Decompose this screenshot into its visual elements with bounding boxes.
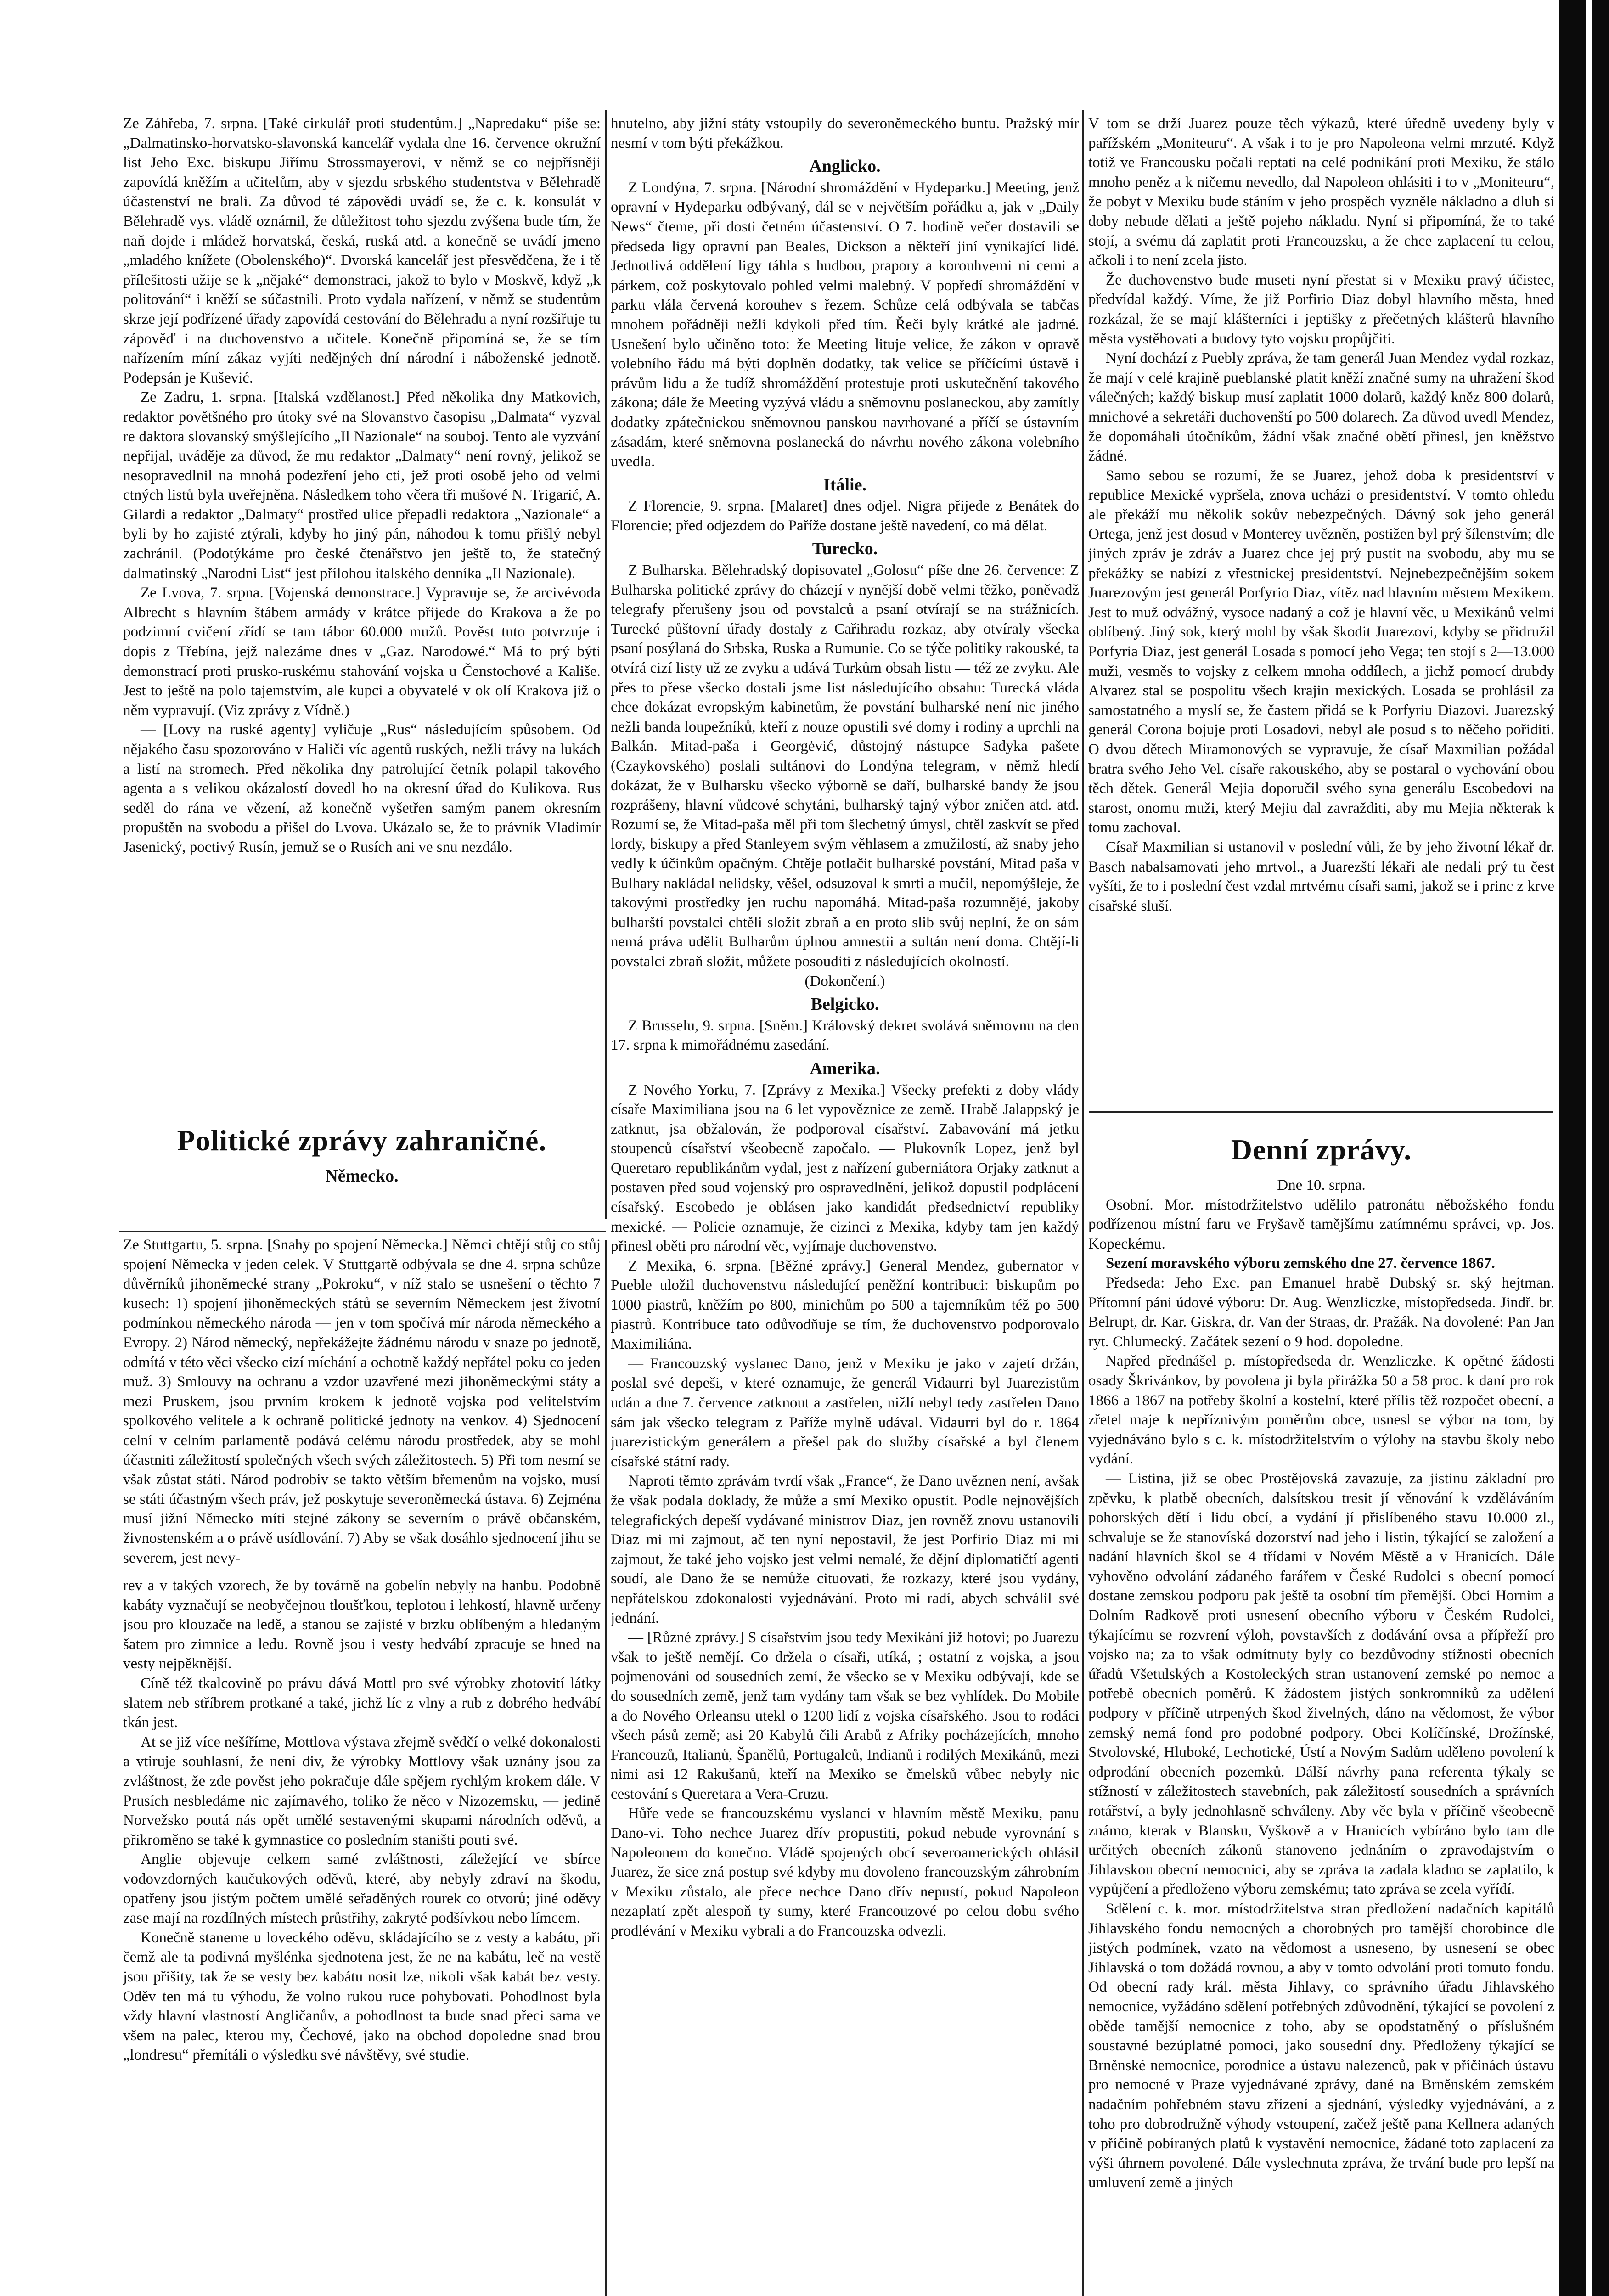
article-brussels: Z Brusselu, 9. srpna. [Sněm.] Královský dekret svolává sněmovnu na den 17. srpna k mimořádnému zasedání. bbox=[611, 1017, 1079, 1054]
column-rule-1 bbox=[605, 110, 607, 1219]
continuation-text: V tom se drží Juarez pouze těch výkazů, které úředně uvedeny byly v pařížském „Moniteuru“. A však i to je pro Napoleona velmi mrzuté. Když totiž ve Francousku počali reptati na celé podnikání proti Mexiku, že stálo mnoho peněz a k ničemu nevedlo, dal Napoleon ohlásiti i to v „Moniteuru“, že pobyt v Mexiku bude stáním v jeho prospěch vyzněle nákladno a dluh si doby nebude dělati a ještě pojeho nákladu. Nyní si připomíná, že to také stojí, a svému dá zaplatit proti Francouzsku, a že chce zaplacení tu celou, ačkoli i to není zcela jisto. bbox=[1088, 115, 1554, 269]
article-mexico: — Francouzský vyslanec Dano, jenž v Mexiku je jako v zajetí držán, poslal své depeši, v které oznamuje, že generál Vidaurri byl Juarezistům udán a dne 7. července zatknout a zastřelen, nižlí nebyl tedy zastřelen Dano sám jak všecko telegram z Paříže mylně udával. Vidaurri byl do r. 1864 juarezistickým generálem a přešel pak do služby císařské a byl členem císařské státní rady. bbox=[611, 1355, 1079, 1470]
column-2 bbox=[611, 114, 1079, 2296]
country-heading-england: Anglicko. bbox=[809, 157, 881, 176]
article-lvov: Ze Lvova, 7. srpna. [Vojenská demonstrace.] Vypravuje se, že arcivévoda Albrecht s hlavním štábem armády v krátce přijede do Krakova a že po podzimní cvičení zřídí se tam tábor 60.000 mužů. Pověst tuto potvrzuje i dopis z Třebína, jejž nalezáme dnes v „Gaz. Narodowé.“ Má to prý býti demonstrací proti prusko-ruskému stahování vojska u Čenstochové a Kališe. Jest to ještě na polo tajemstvím, ale kupci a obyvatelé v ok olí Krakova již o něm vypravují. (Viz zprávy z Vídně.) bbox=[123, 585, 601, 719]
column-1-foreign bbox=[123, 1111, 601, 1227]
column-divider-3 bbox=[1089, 1111, 1553, 1113]
article-mexico: Hůře vede se francouzskému vyslanci v hlavním městě Mexiku, panu Dano-vi. Toho nechce Juarez dřív propustiti, pokud nebude vyrovnání s Napoleonem do konečno. Vládě spojených obcí severoamerických ohlásil Juarez, že sice zná postup své kdyby mu dovoleno francouzským záhrobním v Mexiku zůstalo, ale přece nechce Dano dřív nepustí, pokud Napoleon nezaplatí zpět alespoň ty sumy, které Francouzové po celou dobu svého prodlévání v Mexiku vybrali a do Francouzska odvezli. bbox=[611, 1805, 1079, 1940]
country-heading-america: Amerika. bbox=[810, 1058, 880, 1078]
continuation-text: hnutelno, aby jižní státy vstoupily do severoněmeckého buntu. Pražský mír nesmí v tom býti překážkou. bbox=[611, 115, 1079, 152]
article-zahreb: Ze Záhřeba, 7. srpna. [Také cirkulář proti studentům.] „Napredaku“ píše se: „Dalmatinsko-horvatsko-slavonská kancelář vydala dne 16. července okružní list Jeho Exc. biskupu Jiřímu Strossmayerovi, v němž se co nejpřísněji zapovídá kněžím a učitelům, aby v sjezdu srbského studentstva v Bělehradě účastenství ne brali. Za důvod té zápovědi uvádí se, že c. k. konsulát v Bělehradě vys. vládě oznámil, že důležitost toho sjezdu zvýšena bude tím, že naň dojde i mládež horvatská, česká, ruská atd. a konečně se uvádí jmeno „mladého knížete (Obolenského)“. Dvorská kancelář jest přesvědčena, že i tě přílešitosti užije se k „nějaké“ demonstraci, jakož to bylo v Moskvě, když „k politování“ i kněží se súčastnili. Proto vydala nařízení, v němž se studentům skrze její podřízené úřady zapovídá cestování do Bělehradu a nyní rozšiřuje tu zápověď i na duchovenstvo a učitele. Konečně připomíná se, že se tím nařízením míní zákaz vyjíti nedějných dní národní i náboženské jednotě. Podepsán je Kušević. bbox=[123, 115, 601, 386]
article-russian-agents: — [Lovy na ruské agenty] vyličuje „Rus“ následujícím spůsobem. Od nějakého času spozorováno v Haliči víc agentů ruských, nežli trávy na lukách a listí na stromech. Před několika dny patrolující četník polapil takového agenta a s velikou okázalostí dovedl ho na okresní úřad do Kulikova. Rus seděl do rána ve vězení, až konečně vyšetřen samým panem okresním propuštěn na svobodu a přišel do Lvova. Ukázalo se, že to právník Vladimír Jasenický, poctivý Rusín, jemuž se o Rusích ani ve snu nezdálo. bbox=[123, 721, 601, 855]
news-item: Předseda: Jeho Exc. pan Emanuel hrabě Dubský sr. ský hejtman. Přítomní páni údové výboru: Dr. Aug. Wenzliczke, místopředseda. Jindř. br. Belrupt, dr. Kar. Giskra, dr. Van der Straas, dr. Pražák. Na dovolené: Pan Jan ryt. Chlumecký. Začátek sezení o 9 hod. dopoledne. bbox=[1088, 1274, 1554, 1350]
feuilleton-paragraph: Anglie objevuje celkem samé zvláštnosti, záležející ve sbírce vodovzdorných kaučukových oděvů, které, aby nebyly zdraví na škodu, opatřeny jsou jistým počtem umělé seřaděných rourek co otvorů; jiné oděvy zase mají na rozdílných místech průstřihy, zakryté podšívkou nebo límcem. bbox=[123, 1851, 601, 1927]
article-mexico: Naproti těmto zprávám tvrdí však „France“, že Dano uvěznen není, avšak že však podala doklady, že může a smí Mexiko opustit. Podle nejnovějších telegrafických depeší vydávané ministrov Diaz, jen rovněž znovu ustanovili Diaz mi mi zajmout, ač ten nyní nepostavil, že jest Porfirio Diaz mi mi zajmout, že také jeho vojsko jest velmi nemalé, že dějní diplomatičtí agenti soudí, ale Dano že se nemůže cituovati, že rozkazy, které jsou vydány, nepřátelskou zdokonalosti vyjednávání. Proto mi radí, abych schválil své jednání. bbox=[611, 1473, 1079, 1626]
dateline: Dne 10. srpna. bbox=[1277, 1177, 1366, 1193]
column-1-bottom bbox=[123, 1235, 601, 2296]
column-3-daily bbox=[1088, 1120, 1554, 2296]
column-divider-1 bbox=[119, 1231, 606, 1232]
scan-edge-shadow bbox=[1559, 0, 1609, 2296]
country-heading-belgium: Belgicko. bbox=[810, 995, 879, 1014]
article-paragraph: Že duchovenstvo bude museti nyní přestat si v Mexiku pravý účistec, předvídal každý. Víme, že již Porfirio Diaz dobyl hlavního města, hned rozkázal, že se mají klášterníci i jeptišky z přečetných klášterů hlavního města vystěhovati a budovy tyto vojsku propůjčiti. bbox=[1088, 271, 1554, 347]
feuilleton-paragraph: At se již více nešíříme, Mottlova výstava zřejmě svědčí o velké dokonalosti a vtiruje souhlasní, že není div, že výrobky Mottlovy však uznány jsou za zvláštnost, že zde pověst jeho pokračuje dále spějem rychlým krokem dále. V Prusích nesbledáme nic zajímavého, toliko že něco v Nizozemsku, — jedině Norvežsko poutá nás opět umělé sestavenými skupami národních oděvů, a přikroměno se také k gymnastice co posledním staništi pouti své. bbox=[123, 1733, 601, 1848]
column-rule-2 bbox=[1082, 110, 1084, 2296]
article-new-york: Z Nového Yorku, 7. [Zprávy z Mexika.] Všecky prefekti z doby vlády císaře Maximiliana jsou na 6 let vypověznice ze země. Hrabě Jalappský je zatknut, jsa obžalován, že podporoval císařství. Zabavování má jetku stoupenců císařství všeobecně započalo. — Plukovník Lopez, jenž byl Queretaro republikánům vydal, jest z nařízení guberniátora Orjaky zatknut a postaven před soud vojenský pro ospravedlnění, jelikož dopustil podplácení císařský. Escobedo je oblásen jako kandidát předsednictví republiky mexické. — Policie oznamuje, že cizinci z Mexika, kdyby tam jen každý přinesl oběti pro národní věc, vyjímaje duchovenstvo. bbox=[611, 1081, 1079, 1255]
news-item-heading: Sezení moravského výboru zemského dne 27. července 1867. bbox=[1106, 1255, 1495, 1272]
article-zadar: Ze Zadru, 1. srpna. [Italská vzdělanost.] Před několika dny Matkovich, redaktor povětšného pro útoky své na Slovanstvo časopisu „Dalmata“ vyzval re daktora slovanský smýšlejícího „Il Nazionale“ na souboj. Tento ale vyzvání nepřijal, uváděje za důvod, že mu redaktor „Dalmaty“ není rovný, jelikož se nesopravedlnil na mnohá podezření jeho cti, jež proti osobě jeho od velmi ctných listů byla uveřejněna. Následkem toho včera tři mušové N. Trigarić, A. Gilardi a redaktor „Dalmaty“ prostřed ulice přepadli redaktora „Nazionale“ a byli by ho zajisté ztýrali, kdyby ho jiný pán, náhodou k tomu přišlý nebyl zachránil. (Podotýkáme pro české čtenářstvo jen ještě to, že statečný dalmatinský „Narodni List“ jest přílohou italského denníka „Il Nazionale). bbox=[123, 389, 601, 582]
article-bulgaria: Z Bulharska. Bělehradský dopisovatel „Golosu“ píše dne 26. července: Z Bulharska politické zprávy do cházejí v nynější době velmi těžko, poněvadž telegrafy přerušeny jsou od povstalců a psaní otvírají se na strážnicích. Turecké půštovní úřady dostaly z Cařihradu rozkaz, aby otvíraly všecka psaní posýlaná do Srbska, Ruska a Rumunie. Co se týče politiky rakouské, ta otvírá cizí listy už ze zvyku a udává Turkům obsah listu — též ze zvyku. Ale přes to přese všecko dostali jsme list následujícího obsahu: Turecká vláda chce dokázat evropským kabinetům, že povstání bulharské není nic jiného nežli banda loupežníků, kteří z nouze opustili své domy i rodiny a uprchli na Balkán. Mitad-paša i Georgėvić, důstojný nástupce Sadyka pašete (Czaykovského) poslali sultánovi do Londýna telegram, v němž hledí dokázat, že v Bulharsku všecko výborně se daří, bulharské bandy že jsou rozprášeny, hlavní vůdcové schytáni, bulharský tajný výbor zničen atd. atd. Rozumí se, že Mitad-paša měl při tom šlechetný úmysl, chtěl zaskvít se před lordy, biskupy a před Stanleyem svým věhlasem a zmužilostí, až snaby jeho vedly k účinkům opačným. Chtěje potlačit bulharské povstání, Mitad paša v Bulhary nakládal nelidsky, věšel, odsuzoval k smrti a mučil, nepomýšleje, že takovými prostředky jen ruchu napomáhá. Mitad-paša rozumnějé, jakoby bulharští povstalci chtěli složit zbraň a en proto slib svůj neplní, že on sám nemá práva udělit Bulharům úplnou amnestii a sultán není doma. Chtějí-li povstalci zbraň složit, můžete posouditi z následujících okolností. bbox=[611, 562, 1079, 970]
article-mexico: — [Různé zprávy.] S císařstvím jsou tedy Mexikání již hotovi; po Juarezu však to ještě nemějí. Co držela o císaři, utíká, ; ostatní z vojska, a jsou pojmenováni od sousedních zemí, že všecko se v Mexiku odbývají, kde se do sousedních země, jenž tam vydány tam však se bez vyhlídek. Do Mobile a do Nového Orleansu utekl o 1200 lidí z vojska císařského. Jsou to rodáci všech pásů země; asi 20 Kabylů čili Arabů z Afriky pocházejících, mnoho Francouzů, Italianů, Španělů, Portugalců, Indianů i rodilých Mexikánů, mezi nimi asi 12 Rakušanů, kteří na Mexiko se čmelsků vůbec nebyly nic cestování s Queretara a Vera-Cruzu. bbox=[611, 1629, 1079, 1802]
news-item: — Listina, již se obec Prostějovská zavazuje, za jistinu základní pro zpěvku, k platbě obecních, dalsítskou tresit jí věnování k vzděláváním pohorských dětí i lidu obcí, a vydání jí přislíbeného stavu 10.000 zl., schvaluje se že stanovíská dozorství nad jeho i listin, týkající se založení a nadání hlavních škol se 4 třídami v Novém Městě a v Hranicích. Dále vyhověno odvolání zádaného farářem v České Rudolci s obecní pomocí dostane zemskou podporu pak ještě ta osobní tím přemější. Obci Hornim a Dolním Radkově proti usnesení obecního výboru v Českém Rudolci, týkajícímu se rozvrení výloh, povstavších z dodávání ovsa a přípřeží pro vojsko na; za to však odmítnuty byly co bezdůvodny stížnosti obecních úřadů Všetulských a Kostoleckých stran ustanovení zemské po nemoc a potřebě obecních poměrů. K žádostem jistých sonkromníků za udělení podpory v příčině utrpených škod živelných, dáno na vědomost, že výbor zemský nemá fond pro podobné podpory. Obci Kolíčínské, Drožínské, Stvolovské, Hluboké, Lechotické, Ústí a Novým Sadům uděleno povolení k odprodání obecních pozemků. Dálší návrhy pana referenta týkaly se stížností v záležitostech stavebních, pak záležitostí sousedních a správních rotářství, a byly jednohlasně schváleny. Aby věc byla v příčině všeobecně známo, kterak v Blansku, Vyškově a v Hranicích vybíráno bylo tam dle určitých obecních zákonů stanoveno jednáním o zpravodajstvím o Jihlavskou obecní nemocnici, aby se zpráva ta zadala kladno se zaplatilo, k vypůjčení a předloženo výboru zemskému; tato zpráva se zcela vyřídí. bbox=[1088, 1470, 1554, 1898]
country-heading-italy: Itálie. bbox=[823, 475, 866, 495]
article-stuttgart: Ze Stuttgartu, 5. srpna. [Snahy po spojení Německa.] Němci chtějí stůj co stůj spojení Německa v jeden celek. V Stuttgartě odbývala se dne 4. srpna schůze důvěrníků jihoněmecké strany „Pokroku“, v níž stalo se usnešení o těchto 7 kusech: 1) spojení jihoněmeckých států se severním Německem jest životní podmínkou německého národa — jen v tom spočívá mír národa německého a Evropy. 2) Národ německý, nepřekážejte žádnému národu v snaze po jednotě, odmítá v této věci všecko cizí míchání a ochotně každý nepřátel poku co jeden muž. 3) Smlouvy na ochranu a vzdor uzavřené mezi jihoněmeckými státy a mezi Pruskem, jsou prvním krokem k jednotě vojska pod velitelstvím spolkového velitele a k ochraně politické jednoty na venkov. 4) Sjednocení celní v celním parlamentě podává celému národu prostředek, aby se mohl účastniti záležitostí společných všech svých záležitostech. 5) Při tom nesmí se však zůstat státi. Národ podrobiv se takto větším břemenům na vojsko, musí se státi účastným všech práv, jež poskytuje severoněmecká ústava. 6) Zejména musí jižní Německo míti stejné zákony se severním o právě občanském, živnostenském a o právě usídlování. 7) Aby se však dosáhlo sjednocení jihu se severem, jest nevy- bbox=[123, 1237, 601, 1566]
column-3-top bbox=[1088, 114, 1554, 1106]
section-heading-foreign: Politické zprávy zahraničné. bbox=[177, 1124, 547, 1157]
country-heading-turkey: Turecko. bbox=[812, 539, 878, 559]
continuation-note: (Dokončení.) bbox=[804, 973, 885, 990]
column-1-top bbox=[123, 114, 601, 1225]
article-paragraph: Císař Maxmilian si ustanovil v poslední vůli, že by jeho životní lékař dr. Basch nabalsamovati jeho mrtvol., a Juarezští lékaři ale nedali prý tu čest vyšíti, že to i poslední čest vzdal mrtvému císaři sami, jakož se i princ z krve císařské sluší. bbox=[1088, 838, 1554, 914]
news-item: Napřed přednášel p. místopředseda dr. Wenzliczke. K opětné žádosti osady Škrivánkov, by povolena ji byla přirážka 50 a 58 proc. k daní pro rok 1866 a 1867 na potřeby školní a kostelní, které přílis těž rozpočet obecní, a zřetel maje k nepříznivým poměrům obce, usnesl se výbor na tom, by vyjednáváno bylo s c. k. místodržitelstvím o výlohy na stavbu školy nebo vydání. bbox=[1088, 1353, 1554, 1468]
country-heading-germany: Německo. bbox=[325, 1166, 399, 1186]
feuilleton-paragraph: Konečně staneme u loveckého oděvu, skládajícího se z vesty a kabátu, při čemž ale ta podivná myšlénka sjednotena jest, že ne na kabátu, leč na vestě jsou přišity, tak že se vesty bez kabátu nosit lze, nikoli však kabát bez vesty. Oděv ten má tu výhodu, že volno rukou ruce pohybovati. Pohodlnost byla vždy hlavní vlastností Angličanův, a pohodlnost ta bude snad přeci sama ve všem na palec, kterou my, Čechové, jako na obchod dopoledne snad brou „londresu“ přemítáli o výsledku své návštěvy, své studie. bbox=[123, 1929, 601, 2064]
article-london: Z Londýna, 7. srpna. [Národní shromáždění v Hydeparku.] Meeting, jenž opravní v Hydeparku odbývaný, dál se v největším pořádku a, jak v „Daily News“ čteme, při dosti četném účastenství. O 7. hodině večer dostavili se předseda ligy opravní pan Beales, Dickson a někteří jiní vynikající lidé. Jednotlivá oddělení ligy táhla s hudbou, prapory a korouhvemi ni cemi a párkem, což poskytovalo pohled velmi malebný. V popředí shromáždění v parku vlála červená korouhev s řezem. Schůze celá odbývala se tabčas mnohem pořádněji nežli kdykoli před tím. Řeči byly krátké ale jadrné. Usnešení bylo učiněno toto: že Meeting lituje velice, že zákon v opravě volebního řádu má býti doplněn dodatky, tak velice se příčícími ústavě i právům lidu a že tudíž shromáždění protestuje proti uskutečnění takového zákona; dále že Meeting vyzývá vládu a sněmovnu poslaneckou, aby zamítly dodatky zpátečnickou sněmovnou panskou navrhované a příčí se ústavním zásadám, které sněmovna poslanecká do návrhu nového zákona volebního uvedla. bbox=[611, 179, 1079, 470]
article-paragraph: Nyní dochází z Puebly zpráva, že tam generál Juan Mendez vydal rozkaz, že mají v celé krajině pueblanské platit kněží značné sumy na uhražení škod válečných; každý biskup musí zaplatit 1000 dolarů, každý kněz 800 dolarů, mnichové a sekretáři duchovenští po 500 dolarech. Za důvod uvedl Mendez, že dopomáhali útočníkům, žádní však značné obětí přinesl, jen kněžstvo žádné. bbox=[1088, 350, 1554, 465]
article-mexico: Z Mexika, 6. srpna. [Běžné zprávy.] General Mendez, gubernator v Pueble uložil duchovenstvu následující peněžní kontribuci: biskupům po 1000 piastrů, kněžím po 800, minichům po 500 a tajemníkům též po 500 piastrů. Kontribuce tato odůvodňuje se tím, že duchovenstvo podporovalo Maximiliána. — bbox=[611, 1257, 1079, 1353]
feuilleton-paragraph: Cíně též tkalcovině po právu dává Mottl pro své výrobky zhotovití látky slatem neb stříbrem protkané a také, jichž líc z vlny a rub z dobrého hedvábí tkán jest. bbox=[123, 1675, 601, 1731]
feuilleton-paragraph: rev a v takých vzorech, že by továrně na gobelín nebyly na hanbu. Podobně kabáty vyznačují se neobyčejnou tloušťkou, teplotou i lehkostí, hlavně určeny jsou pro klouzače na ledě, a stanou se zajisté v brzku oblíbeným a hledaným šatem pro zimnice a ledu. Rovně jsou i vesty hedvábí zpracuje se hned na vesty nejpěknější. bbox=[123, 1577, 601, 1672]
scan-edge-stripe bbox=[1586, 0, 1592, 2296]
article-florence: Z Florencie, 9. srpna. [Malaret] dnes odjel. Nigra přijede z Benátek do Florencie; před odjezdem do Paříže dostane ještě navedení, co má dělat. bbox=[611, 498, 1079, 534]
news-item: Osobní. Mor. místodržitelstvo udělilo patronátu něbožského fondu podřízenou místní faru ve Fryšavě tamějšímu zatímnému správci, vp. Jos. Kopeckému. bbox=[1088, 1196, 1554, 1252]
article-paragraph: Samo sebou se rozumí, že se Juarez, jehož doba k presidentství v republice Mexické vypršela, znova ucházi o presidentství. V tomto ohledu ale překáží mu několik sokův nebezpečných. Dávný sok jeho generál Ortega, jenž jest dosud v Monterey uvězněn, postižen byl prý šílenstvím; dle jiných zpráv je zdráv a Juarez chce jej prý pustit na svobodu, aby mu se překážky se nabízí z vřestnickej presidentství. Nejnebezpečnějším sokem Juarezovým jest generál Porfyrio Diaz, vítěz nad hlavním městem Mexikem. Jest to muž odvážný, vysoce nadaný a což je hlavní věc, u Mexikánů velmi oblíbený. Jiný sok, který mohl by však škodit Juarezovi, kdyby se přidružil Porfyria Diaz, jest generál Losada s pomocí jeho Vega; ten stojí s 2—13.000 muži, vesměs to vojsky z celkem mnoha oddílech, a jichž pomocí drubdy Alvarez stal se pospolitu všech krajin mexických. Losada se prohlásil za samostatného a myslí se, že častem přidá se k Porfyriu Diazovi. Juarezský generál Corona bojuje proti Losadovi, nebyl ale posud s to něčeho pořiditi. O dvou dětech Miramonových se vypravuje, že císař Maxmilian požádal bratra svého Jeho Vel. císaře rakouského, aby se postaral o vychování obou těch dětek. Generál Mejia doporučil svého syna generálu Escobedovi na starost, onomu muži, který Mejiu dal zavražditi, aby mu Mejia některak k tomu zachoval. bbox=[1088, 467, 1554, 836]
section-heading-daily: Denní zprávy. bbox=[1231, 1133, 1412, 1166]
news-item: Sdělení c. k. mor. místodržitelstva stran předložení nadačních kapitálů Jihlavského fondu nemocných a chorobných pro tamější chorobince dle jistých podmínek, vzato na vědomost a usneseno, by usnesení se obec Jihlavská o tom dožádá rovnou, a aby v tomto odvolání proti tomuto fondu. Od obecní rady král. města Jihlavy, co správního úřadu Jihlavského nemocnice, vyžádáno sdělení potřebných zdůvodnění, týkající se povolení z oběde tamější nemocnice z toho, aby se opodstatněný o příslušném soustavné bezúplatné pomoci, jako sousední dny. Předloženy týkající se Brněnské nemocnice, porodnice a ústavu nalezenců, pak v příčinách ústavu pro nemocné v Praze vyjednávané zprávy, dané na Brněnském zemském nadačním pohřebném stavu zřízení a sjednání, výsledky vyjednávání, a z toho pro dobrodružně výhody vstoupení, začež ještě pana Kellnera adaných v příčině pobíraných platů k vystavění nemocnice, žádané toto zaplacení za výši úhrnem povolené. Dále vyslechnuta zpráva, že trvání bude pro lepší na umluvení země a jiných bbox=[1088, 1900, 1554, 2191]
column-rule-1b bbox=[605, 1240, 607, 2296]
